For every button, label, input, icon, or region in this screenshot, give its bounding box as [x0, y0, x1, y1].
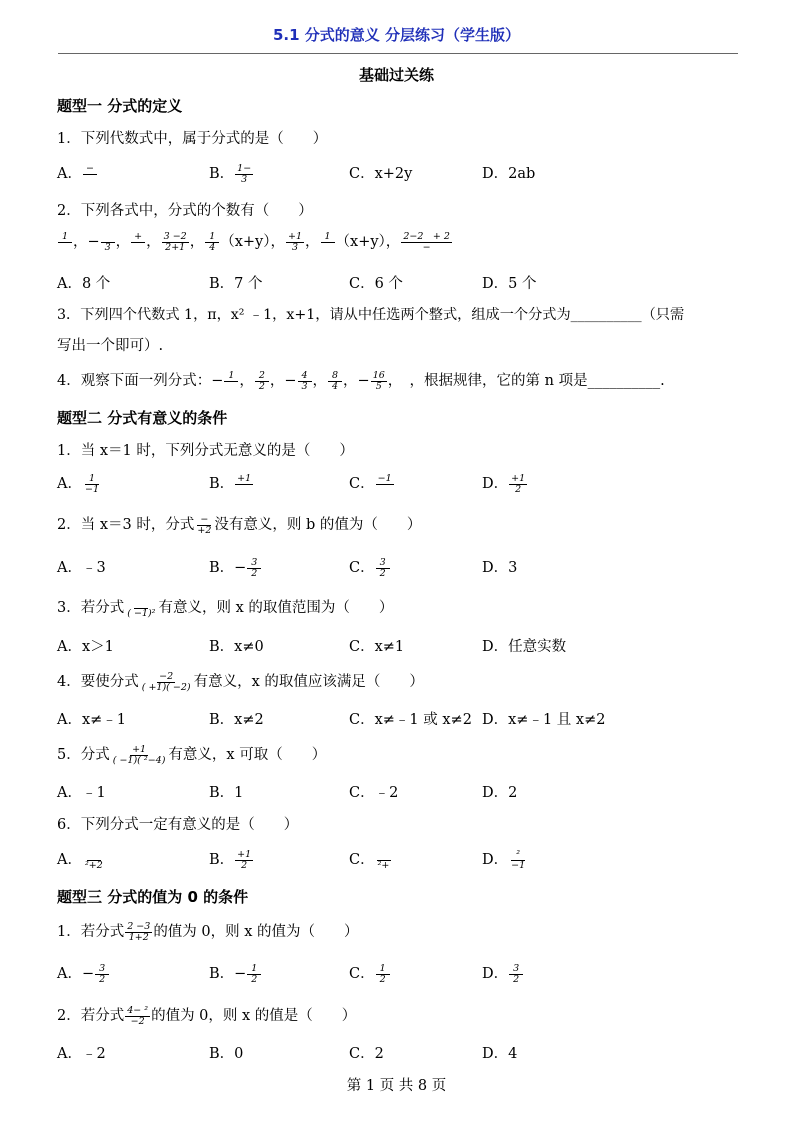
section-title-1: 题型一 分式的定义 — [57, 97, 183, 115]
option-d: D．2 — [482, 785, 518, 801]
option-c: C． $\frac{3}{2}$ — [349, 556, 391, 579]
section-title-3: 题型三 分式的值为 0 的条件 — [57, 888, 249, 906]
option-b: B．− $\frac{1}{2}$ — [209, 962, 262, 985]
expression-list: 1 ，− 3 ， + ， $\frac{3 -2}{2+1}$ ， $\frac{1}{4}$ （x+y）， $\frac{+1}{3}$ ， 1 （x+y）， $\frac{2-2 + 2}{-}$ — [57, 230, 453, 253]
header-rule — [58, 53, 738, 54]
option-c: C． ²+ — [349, 848, 392, 871]
option-c: C． −1 — [349, 472, 392, 492]
question-stem: 6．下列分式一定有意义的是（ ） — [57, 817, 299, 833]
page-footer: 第 1 页 共 8 页 — [346, 1078, 447, 1094]
option-a: A．x＞1 — [57, 639, 114, 655]
option-d: D．任意实数 — [482, 639, 567, 655]
question-stem: 1．当 x＝1 时，下列分式无意义的是（ ） — [57, 443, 354, 459]
section-subtitle: 基础过关练 — [358, 66, 434, 84]
option-d: D． $\frac{+1}{2}$ — [482, 472, 526, 495]
option-a: A． $\frac{1}{-1}$ — [57, 472, 99, 495]
option-d: D． $\frac{\text{²}}{-1}$ — [482, 848, 526, 871]
option-d: D．4 — [482, 1046, 518, 1062]
option-c: C．x≠﹣1 或 x≠2 — [349, 712, 472, 728]
question-stem: 2．下列各式中，分式的个数有（ ） — [57, 203, 313, 219]
option-a: A．﹣1 — [57, 785, 106, 801]
question-stem: 3．下列四个代数式 1，π，x² ﹣1，x+1，请从中任选两个整式，组成一个分式为__________（只需 — [57, 307, 685, 323]
option-b: B． +1 — [209, 472, 252, 492]
section-title-2: 题型二 分式有意义的条件 — [57, 409, 228, 427]
option-a: A．− $\frac{3}{2}$ — [57, 962, 110, 985]
option-b: B．x≠2 — [209, 712, 264, 728]
question-stem: 1．下列代数式中，属于分式的是（ ） — [57, 131, 328, 147]
option-a: A． ²+2 — [57, 848, 106, 871]
question-stem: 2．当 x＝3 时，分式 $\frac{-}{+2}$ 没有意义，则 b 的值为（ ） — [57, 513, 422, 536]
option-b: B．0 — [209, 1046, 244, 1062]
question-stem: 4．要使分式 $\frac{-2}{( +1)( -2)}$ 有意义，x 的取值应该满足（ ） — [57, 670, 424, 693]
option-c: C．x≠1 — [349, 639, 405, 655]
option-c: C．2 — [349, 1046, 384, 1062]
option-d: D．2ab — [482, 166, 536, 182]
option-b: B． $\frac{1-}{3}$ — [209, 162, 252, 185]
option-a: A．﹣2 — [57, 1046, 106, 1062]
option-b: B．1 — [209, 785, 244, 801]
option-b: B． $\frac{+1}{2}$ — [209, 848, 252, 871]
question-stem: 4．观察下面一列分式：− 1 ， $\frac{2}{2}$ ，− $\frac{4}{3}$ ， $\frac{8}{4}$ ，− $\frac{16}{5}$ ， ，根据规律，它的第 n 项是__________. — [57, 369, 665, 392]
option-d: D．3 — [482, 560, 518, 576]
option-d: D．5 个 — [482, 276, 537, 292]
fraction: − — [83, 164, 97, 185]
option-a: A．x≠﹣1 — [57, 712, 127, 728]
option-b: B．7 个 — [209, 276, 263, 292]
question-stem-continued: 写出一个即可）. — [57, 338, 164, 354]
option-b: B．x≠0 — [209, 639, 264, 655]
option-c: C．6 个 — [349, 276, 403, 292]
option-c: C． $\frac{1}{2}$ — [349, 962, 391, 985]
option-c: C．﹣2 — [349, 785, 399, 801]
question-stem: 3．若分式 ( −1)² 有意义，则 x 的取值范围为（ ） — [57, 596, 393, 619]
question-stem: 5．分式 $\frac{+1}{\text{( −1)( ²−4)}}$ 有意义，x 可取（ ） — [57, 743, 327, 766]
question-stem: 1．若分式 $\frac{2 -3}{1+2}$ 的值为 0，则 x 的值为（ ） — [57, 920, 359, 943]
option-b: B．− $\frac{3}{2}$ — [209, 556, 262, 579]
option-a: A．﹣3 — [57, 560, 106, 576]
option-d: D． $\frac{3}{2}$ — [482, 962, 524, 985]
document-header: 5.1 分式的意义 分层练习（学生版） — [272, 26, 521, 44]
option-c: C．x+2y — [349, 166, 413, 182]
fraction: $\frac{1-}{3}$ — [237, 162, 252, 185]
option-a: A．8 个 — [57, 276, 111, 292]
option-a: A． − — [57, 162, 98, 185]
option-d: D．x≠﹣1 且 x≠2 — [482, 712, 606, 728]
question-stem: 2．若分式 $\frac{\text{4− ²}}{-2}$ 的值为 0，则 x 的值是（ ） — [57, 1004, 357, 1027]
